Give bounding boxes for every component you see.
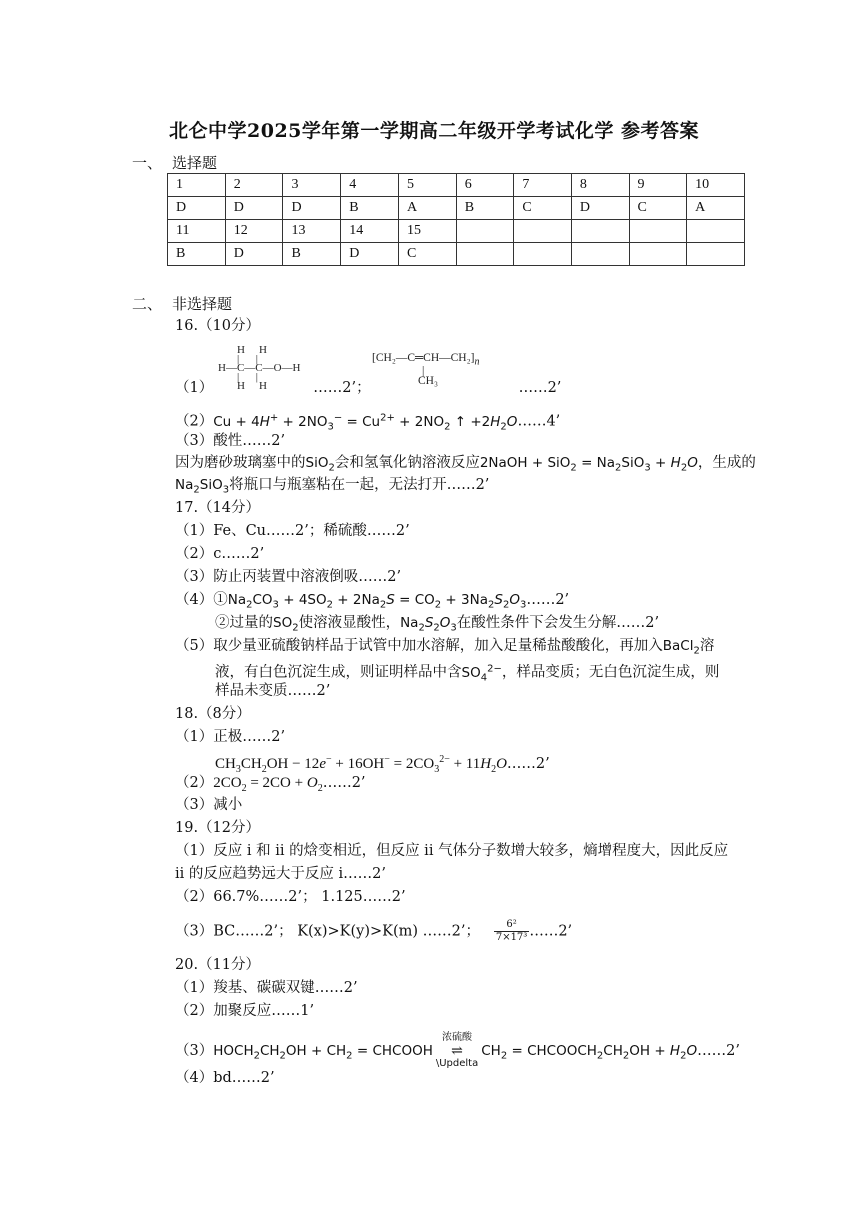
methyl-group: CH₃ xyxy=(418,375,438,388)
question-number-cell: 14 xyxy=(341,220,399,243)
degree-of-polymerization: n xyxy=(474,356,480,368)
question-number-cell: 13 xyxy=(283,220,341,243)
question-number-cell: 4 xyxy=(341,174,399,197)
text: 会和氢氧化钠溶液反应 xyxy=(334,455,480,471)
question-number-cell: 1 xyxy=(168,174,226,197)
ethanol-backbone: H—C—C—O—H xyxy=(218,362,301,374)
multiple-choice-answer-table xyxy=(167,173,745,266)
question-number-cell xyxy=(456,220,514,243)
reversible-arrow-with-conditions xyxy=(436,1032,478,1070)
q17-part4-explanation: ②过量的$SO_2$使溶液显酸性，$Na_2S_2O_3$在酸性条件下会发生分解……2’ xyxy=(215,615,660,634)
q20-header: 20.（11分） xyxy=(175,957,261,973)
page-title: 北仑中学2025学年第一学期高二年级开学考试化学 参考答案 xyxy=(169,120,699,142)
answer-cell: C xyxy=(629,197,687,220)
answer-cell: C xyxy=(514,197,572,220)
section-number: 二、 xyxy=(132,295,163,313)
text: 溶 xyxy=(699,638,715,654)
q16-part1 xyxy=(175,378,561,398)
q19-part2: （2）66.7%……2’； 1.125……2’ xyxy=(175,889,406,905)
answer-cell: B xyxy=(341,197,399,220)
q17-part5-line1: （5）取少量亚硫酸钠样品于试管中加水溶解，加入足量稀盐酸酸化，再加入BaCl$_2$溶 xyxy=(175,638,715,657)
answer-cell xyxy=(514,243,572,266)
answer-cell: B xyxy=(283,243,341,266)
question-number-cell xyxy=(514,220,572,243)
q16-header: 16.（10分） xyxy=(175,318,261,334)
q18-part3: （3）减小 xyxy=(175,797,243,813)
q16-part3: （3）酸性……2’ xyxy=(175,433,286,449)
text: ，样品变质；无白色沉淀生成，则 xyxy=(501,664,720,681)
question-number-cell: 11 xyxy=(168,220,226,243)
q19-part1-line1: （1）反应 i 和 ii 的焓变相近，但反应 ii 气体分子数增大较多，熵增程度大，因此反应 xyxy=(175,843,729,859)
q17-part4-reaction: $(4)①Na_2CO_3 + 4SO_2 + 2Na_2S = CO_2$ + $3Na_2S_2O_3\dots\dots 2$’ xyxy=(175,592,570,611)
section-label: 非选择题 xyxy=(172,295,233,313)
answer-cell: D xyxy=(341,243,399,266)
q16-explanation-line1: 因为磨砂玻璃塞中的SiO$_2$会和氢氧化钠溶液反应2NaOH + $SiO_2 = Na_2SiO_3 + H_2O$，生成的 xyxy=(175,455,756,474)
catalyst-label: 浓硫酸 xyxy=(442,1032,473,1043)
question-number-cell: 6 xyxy=(456,174,514,197)
part-label: （3） xyxy=(175,1043,214,1059)
q16-part2: $(2)Cu + 4H^+ + 2NO_3^- = Cu^{2+} + 2NO_2$ ↑ $+2H_2O\dots\dots 4$’ xyxy=(175,412,561,433)
condition-label: \Updelta xyxy=(435,1058,479,1069)
answer-row xyxy=(168,197,745,220)
q19-part1-line2: ii 的反应趋势远大于反应 i……2’ xyxy=(175,866,386,882)
answer-cell xyxy=(571,243,629,266)
question-number-row xyxy=(168,220,745,243)
question-number-cell: 3 xyxy=(283,174,341,197)
part-label: （4）① xyxy=(175,592,228,608)
answer-cell xyxy=(687,243,745,266)
text: 在酸性条件下会发生分解……2’ xyxy=(456,615,660,631)
answer-cell: A xyxy=(687,197,745,220)
text: ②过量的 xyxy=(215,615,273,631)
h-atom: H xyxy=(258,380,267,392)
polyisoprene-structure: $[CH_2—C═CH—CH_2]_n$ | CH₃ xyxy=(372,352,480,388)
section-choice-heading xyxy=(132,152,217,173)
h-atom: H xyxy=(258,344,267,356)
ethanol-structure: H H | | H—C—C—O—H | | H H xyxy=(218,344,301,392)
question-number-cell: 9 xyxy=(629,174,687,197)
q17-header: 17.（14分） xyxy=(175,500,261,516)
question-number-cell xyxy=(629,220,687,243)
question-number-cell: 10 xyxy=(687,174,745,197)
score: ……2’ xyxy=(506,756,550,772)
q20-part3: $(3)HOCH_2CH_2OH + CH_2$ = CHCOOH 浓硫酸 ⇌ \Updelta $CH_2$ = $CHCOOCH_2CH_2OH$ + $H_2O\dots\dots 2$’ xyxy=(175,1032,740,1069)
q19-header: 19.（12分） xyxy=(175,820,261,836)
answer-cell: D xyxy=(168,197,226,220)
fraction-denominator: 7×17³ xyxy=(495,932,528,943)
q18-part1-equation: $CH_3CH_2OH - 12e^- + 16OH^- = 2CO_3^{2-}$ + $11H_2O\dots\dots 2$’ xyxy=(215,754,550,775)
section-label: 选择题 xyxy=(172,154,218,172)
question-number-cell: 12 xyxy=(225,220,283,243)
answer-row xyxy=(168,243,745,266)
polymer-chain: CH₂—C═CH—CH₂ xyxy=(375,352,471,364)
q16-explanation-line2: $Na_2SiO_3$将瓶口与瓶塞粘在一起，无法打开……2’ xyxy=(175,477,490,496)
h-atom: H xyxy=(237,380,245,392)
text: ，生成的 xyxy=(697,455,756,471)
q20-part2: （2）加聚反应……1’ xyxy=(175,1003,315,1019)
question-number-cell xyxy=(571,220,629,243)
fraction-numerator: 6² xyxy=(494,919,529,932)
answer-cell: D xyxy=(283,197,341,220)
q18-part2: $(2)2CO_2 = 2CO$ + $O_2\dots\dots 2$’ xyxy=(175,775,366,794)
answer-cell xyxy=(629,243,687,266)
part-label: （2） xyxy=(175,775,214,791)
q17-part5-line2: 液，有白色沉淀生成，则证明样品中含$SO_4^{2-}$，样品变质；无白色沉淀生成，则 xyxy=(215,663,720,684)
answer-cell: D xyxy=(571,197,629,220)
reversible-arrow-icon: ⇌ xyxy=(451,1043,463,1059)
q18-header: 18.（8分） xyxy=(175,706,251,722)
answer-cell xyxy=(456,243,514,266)
answer-cell: D xyxy=(225,243,283,266)
text: （3）BC……2’； K(x)>K(y)>K(m) ……2’； xyxy=(175,923,480,940)
score: ……2’ xyxy=(697,1043,740,1059)
question-number-cell: 15 xyxy=(398,220,456,243)
question-number-cell xyxy=(687,220,745,243)
score: ……2’ xyxy=(526,592,570,608)
part-label: （1） xyxy=(175,380,214,396)
section-number: 一、 xyxy=(132,154,163,172)
answer-cell: C xyxy=(398,243,456,266)
q17-part1: （1）Fe、Cu……2’；稀硫酸……2’ xyxy=(175,523,410,539)
answer-cell: B xyxy=(168,243,226,266)
answer-cell: B xyxy=(456,197,514,220)
text: 将瓶口与瓶塞粘在一起，无法打开……2’ xyxy=(229,477,490,493)
q17-part2: （2）c……2’ xyxy=(175,546,265,562)
text: 使溶液显酸性， xyxy=(298,615,401,631)
q17-part3: （3）防止丙装置中溶液倒吸……2’ xyxy=(175,569,402,585)
score: ……2’ xyxy=(518,380,562,396)
text: 因为磨砂玻璃塞中的 xyxy=(175,455,306,471)
answer-cell: D xyxy=(225,197,283,220)
h-atom: H xyxy=(237,344,245,356)
score: ……4’ xyxy=(517,413,561,430)
q20-part4: （4）bd……2’ xyxy=(175,1070,275,1086)
text: （5）取少量亚硫酸钠样品于试管中加水溶解，加入足量稀盐酸酸化，再加入 xyxy=(175,638,663,654)
question-number-row xyxy=(168,174,745,197)
q20-part1: （1）羧基、碳碳双键……2’ xyxy=(175,980,358,996)
question-number-cell: 8 xyxy=(571,174,629,197)
score: ……2’ xyxy=(322,775,366,791)
question-number-cell: 7 xyxy=(514,174,572,197)
q18-part1: （1）正极……2’ xyxy=(175,729,286,745)
text: 液，有白色沉淀生成，则证明样品中含 xyxy=(215,664,462,681)
score: ……2’； xyxy=(313,380,371,396)
q17-part5-line3: 样品未变质……2’ xyxy=(215,683,331,699)
question-number-cell: 5 xyxy=(398,174,456,197)
part-label: （2） xyxy=(175,413,214,430)
score: ……2’ xyxy=(529,923,573,940)
section-nonchoice-heading xyxy=(132,293,232,314)
answer-cell: A xyxy=(398,197,456,220)
question-number-cell: 2 xyxy=(225,174,283,197)
equilibrium-constant-fraction xyxy=(494,919,529,944)
q19-part3 xyxy=(175,919,572,944)
